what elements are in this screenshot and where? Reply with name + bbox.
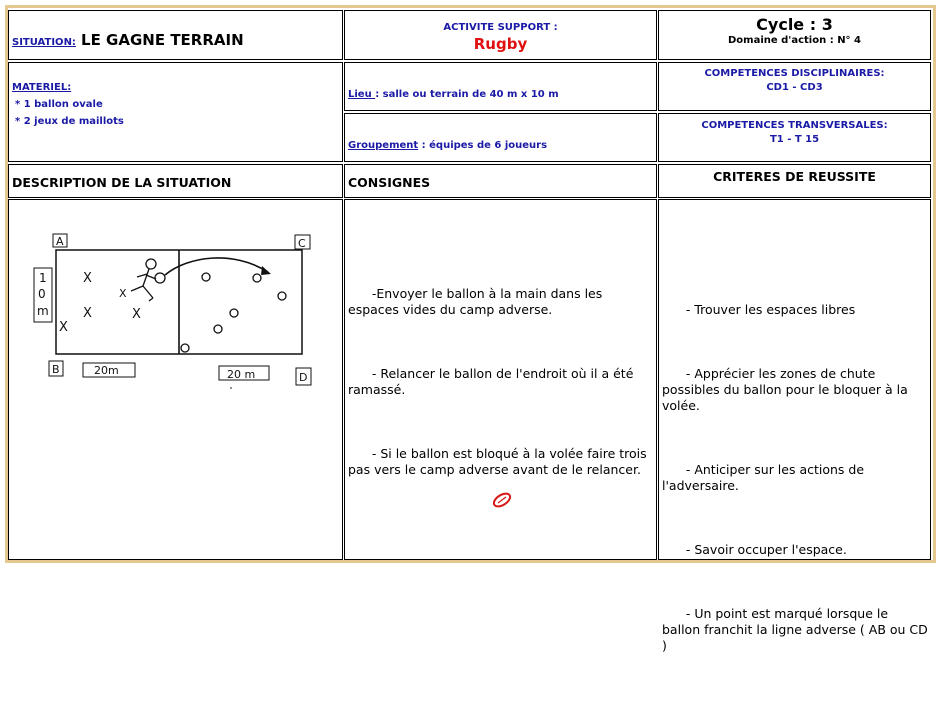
critere-1: - Trouver les espaces libres — [662, 302, 856, 317]
critere-2: - Apprécier les zones de chute possibles du ballon pour le bloquer à la volée. — [662, 366, 912, 413]
width-label-1: 20m — [94, 364, 119, 377]
competences-disc-cell — [658, 62, 931, 111]
field-diagram — [13, 228, 333, 428]
lieu-value: : salle ou terrain de 40 m x 10 m — [375, 89, 559, 100]
situation-label: SITUATION: — [12, 37, 76, 48]
critere-3: - Anticiper sur les actions de l'adversaire. — [662, 462, 869, 493]
competences-disc-value: CD1 - CD3 — [766, 82, 823, 93]
criteres-header-cell — [658, 164, 931, 198]
attacker-mark: X — [132, 307, 141, 322]
throw-trajectory — [165, 258, 268, 275]
consignes-body-cell — [344, 199, 657, 560]
side-label-1: 1 — [39, 271, 47, 285]
situation-title: LE GAGNE TERRAIN — [81, 31, 244, 49]
rugby-ball-icon — [490, 491, 514, 509]
corner-c: C — [298, 237, 306, 250]
corner-a: A — [56, 235, 64, 248]
competences-disc-label: COMPETENCES DISCIPLINAIRES: — [704, 68, 885, 79]
criteres-body-cell — [658, 199, 932, 653]
lieu-cell — [344, 62, 657, 111]
attacker-mark: X — [83, 306, 92, 321]
lieu-label: Lieu — [348, 89, 376, 100]
consignes-header: CONSIGNES — [348, 175, 431, 190]
materiel-item-2: * 2 jeux de maillots — [15, 116, 124, 127]
description-header-cell — [8, 164, 343, 198]
defenders — [181, 273, 286, 352]
competences-trans-label: COMPETENCES TRANSVERSALES: — [701, 120, 888, 131]
materiel-item-1: * 1 ballon ovale — [15, 99, 103, 110]
consigne-1: -Envoyer le ballon à la main dans les espaces vides du camp adverse. — [348, 286, 607, 317]
critere-5: - Un point est marqué lorsque le ballon franchit la ligne adverse ( AB ou CD ) — [662, 606, 932, 653]
cycle-title: Cycle : 3 — [756, 15, 833, 34]
situation-cell — [8, 10, 343, 60]
consigne-3: - Si le ballon est bloqué à la volée faire trois pas vers le camp adverse avant de le relancer. — [348, 446, 651, 477]
activite-value: Rugby — [473, 35, 528, 53]
competences-trans-value: T1 - T 15 — [769, 134, 820, 145]
attacker-mark: X — [119, 287, 127, 300]
critere-4: - Savoir occuper l'espace. — [662, 542, 847, 557]
description-header: DESCRIPTION DE LA SITUATION — [12, 175, 232, 190]
arrow-head — [261, 266, 271, 275]
groupement-cell — [344, 113, 657, 162]
activite-cell — [344, 10, 657, 60]
consigne-2: - Relancer le ballon de l'endroit où il a été ramassé. — [348, 366, 638, 397]
corner-d: D — [299, 371, 308, 384]
consignes-header-cell — [344, 164, 657, 198]
runner-figure — [119, 259, 156, 301]
attacker-mark: X — [59, 320, 68, 335]
side-label-m: m — [37, 304, 49, 318]
materiel-cell — [8, 62, 343, 162]
criteres-header: CRITERES DE REUSSITE — [713, 169, 876, 184]
groupement-value: : équipes de 6 joueurs — [418, 140, 548, 151]
competences-trans-cell — [658, 113, 931, 162]
domaine-text: Domaine d'action : N° 4 — [727, 35, 861, 46]
side-label-0: 0 — [38, 287, 46, 301]
materiel-label: MATERIEL: — [12, 82, 72, 93]
activite-label: ACTIVITE SUPPORT : — [443, 22, 558, 33]
groupement-label: Groupement — [348, 140, 419, 151]
width-label-2: 20 m — [227, 368, 256, 381]
ball-in-hand — [155, 273, 165, 283]
corner-b: B — [52, 363, 60, 376]
cycle-cell — [658, 10, 931, 60]
attacker-mark: X — [83, 271, 92, 286]
description-body-cell — [8, 199, 343, 560]
